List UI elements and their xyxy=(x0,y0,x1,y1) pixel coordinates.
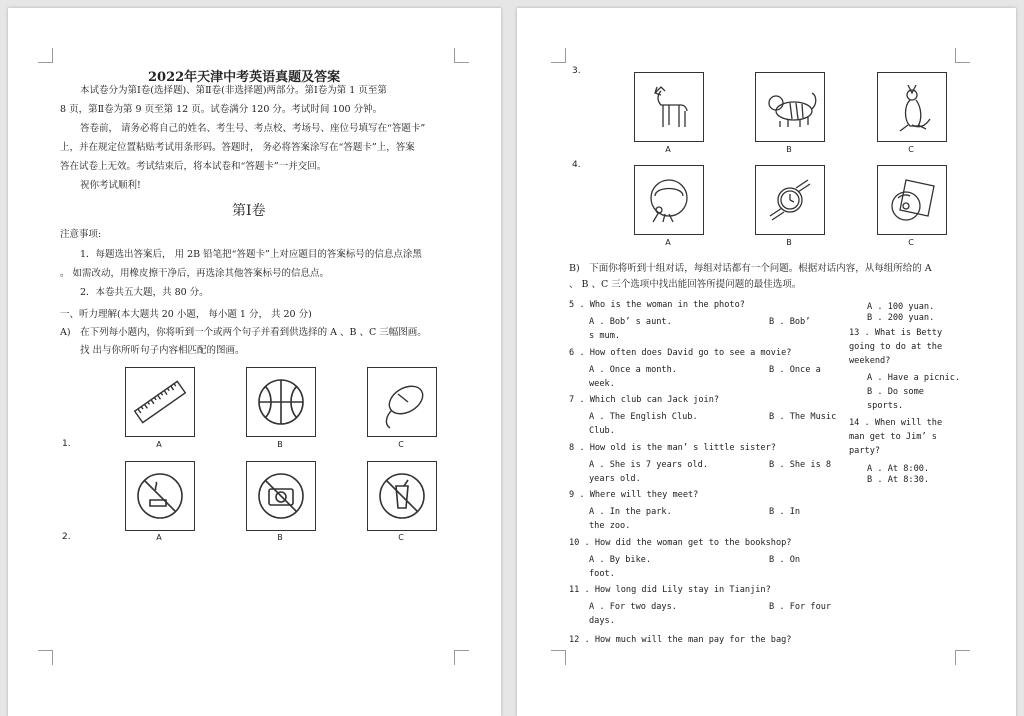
horse-icon xyxy=(634,72,704,142)
option-text: years old. xyxy=(589,473,641,484)
question-text: 14 . When will the xyxy=(849,418,943,428)
question-text: weekend? xyxy=(849,356,891,366)
option-label: C xyxy=(908,145,914,154)
option-text: B . 200 yuan. xyxy=(867,313,935,323)
page-title: 2022年天津中考英语真题及答案 xyxy=(148,70,341,85)
kangaroo-icon xyxy=(877,72,947,142)
intro-line: 8 页，第Ⅱ卷为第 9 页至第 12 页。试卷满分 120 分。考试时间 100 分钟。 xyxy=(60,104,383,115)
option-text: B . The Music xyxy=(769,412,837,422)
no-drinks-icon xyxy=(367,461,437,531)
option-label: A xyxy=(156,533,162,542)
option-text: week. xyxy=(589,378,615,389)
basketball-icon xyxy=(246,367,316,437)
crop-mark xyxy=(551,48,566,63)
hat-icon xyxy=(634,165,704,235)
option-label: A xyxy=(665,145,671,154)
option-text: days. xyxy=(589,616,615,626)
option-text: B . For four xyxy=(769,602,832,612)
question-text: 10 . How did the woman get to the bookshop? xyxy=(569,537,792,548)
mouse-icon xyxy=(367,367,437,437)
question-number: 3. xyxy=(572,66,581,76)
option-text: A . For two days. xyxy=(589,602,677,612)
wish-text: 祝你考试顺利! xyxy=(80,180,141,191)
question-text: 12 . How much will the man pay for the bag? xyxy=(569,635,792,645)
option-text: A . Have a picnic. xyxy=(867,373,961,383)
option-text: s mum. xyxy=(589,331,621,341)
question-text: 11 . How long did Lily stay in Tianjin? xyxy=(569,585,771,595)
question-text: 13 . What is Betty xyxy=(849,328,943,338)
option-text: A . By bike. xyxy=(589,554,652,565)
notes-heading: 注意事项: xyxy=(60,229,102,240)
question-text: 5 . Who is the woman in the photo? xyxy=(569,300,745,310)
watch-icon xyxy=(755,165,825,235)
option-label: A xyxy=(156,440,162,449)
question-text: man get to Jim’ s xyxy=(849,432,937,442)
option-text: Club. xyxy=(589,426,615,436)
option-label: C xyxy=(398,533,404,542)
ruler-icon xyxy=(125,367,195,437)
question-number: 1. xyxy=(62,439,71,449)
option-text: B . Do some xyxy=(867,387,924,397)
option-text: sports. xyxy=(867,401,904,411)
no-smoking-icon xyxy=(125,461,195,531)
intro-line: 答卷前， 请务必将自己的姓名、考生号、考点校、考场号、座位号填写在“答题卡” xyxy=(80,123,426,134)
option-label: B xyxy=(277,533,283,542)
option-text: A . In the park. xyxy=(589,507,672,517)
option-text: A . At 8:00. xyxy=(867,464,930,474)
part-instruction: 找 出与你所听句子内容相匹配的图画。 xyxy=(80,345,245,356)
note-line: 1．每题选出答案后， 用 2B 铅笔把“答题卡”上对应题目的答案标号的信息点涂黑 xyxy=(80,249,422,260)
document-page-1 xyxy=(8,8,501,716)
question-number: 2. xyxy=(62,532,71,542)
part-instruction: 、 B 、C 三个选项中找出能回答所提问题的最佳选项。 xyxy=(569,279,802,290)
option-label: B xyxy=(786,238,792,247)
document-page-2 xyxy=(517,8,1016,716)
option-text: B . On xyxy=(769,554,801,565)
crop-mark xyxy=(38,48,53,63)
question-text: 7 . Which club can Jack join? xyxy=(569,395,720,405)
option-label: C xyxy=(398,440,404,449)
crop-mark xyxy=(38,650,53,665)
option-text: B . In xyxy=(769,507,801,517)
option-text: A . Bob’ s aunt. xyxy=(589,317,672,327)
crop-mark xyxy=(454,48,469,63)
option-text: B . She is 8 xyxy=(769,459,832,470)
option-text: B . At 8:30. xyxy=(867,475,930,485)
question-text: 9 . Where will they meet? xyxy=(569,490,699,500)
crop-mark xyxy=(551,650,566,665)
intro-line: 上，并在规定位置粘贴考试用条形码。答题时， 务必将答案涂写在“答题卡”上，答案 xyxy=(60,142,415,153)
option-label: C xyxy=(908,238,914,247)
tiger-icon xyxy=(755,72,825,142)
cd-icon xyxy=(877,165,947,235)
part-instruction: B) 下面你将听到十组对话，每组对话都有一个问题。根据对话内容，从每组所给的 A xyxy=(569,263,932,274)
option-label: B xyxy=(786,145,792,154)
question-text: party? xyxy=(849,446,881,456)
option-text: A . The English Club. xyxy=(589,412,698,422)
option-text: A . She is 7 years old. xyxy=(589,459,708,470)
section-title: 第Ⅰ卷 xyxy=(232,203,266,219)
part-instruction: A) 在下列每小题内，你将听到一个或两个句子并看到供选择的 A 、B 、C 三幅图画。 xyxy=(60,327,427,338)
part-heading: 一、听力理解(本大题共 20 小题， 每小题 1 分， 共 20 分) xyxy=(60,309,312,320)
question-text: 6 . How often does David go to see a movie? xyxy=(569,347,792,358)
crop-mark xyxy=(955,650,970,665)
option-label: A xyxy=(665,238,671,247)
intro-line: 本试卷分为第Ⅰ卷(选择题)、第Ⅱ卷(非选择题)两部分。第Ⅰ卷为第 1 页至第 xyxy=(80,85,387,96)
crop-mark xyxy=(454,650,469,665)
option-label: B xyxy=(277,440,283,449)
option-text: A . 100 yuan. xyxy=(867,302,935,312)
option-text: the zoo. xyxy=(589,521,631,531)
option-text: B . Once a xyxy=(769,364,821,375)
option-text: B . Bob’ xyxy=(769,317,811,327)
intro-line: 答在试卷上无效。考试结束后，将本试卷和“答题卡”一并交回。 xyxy=(60,161,327,172)
option-text: foot. xyxy=(589,568,615,579)
note-line: 2．本卷共五大题，共 80 分。 xyxy=(80,287,209,298)
crop-mark xyxy=(955,48,970,63)
question-text: 8 . How old is the man’ s little sister? xyxy=(569,442,776,453)
note-line: 。 如需改动，用橡皮擦干净后，再选涂其他答案标号的信息点。 xyxy=(60,268,330,279)
question-text: going to do at the xyxy=(849,342,943,352)
question-number: 4. xyxy=(572,160,581,170)
option-text: A . Once a month. xyxy=(589,364,677,375)
no-photo-icon xyxy=(246,461,316,531)
